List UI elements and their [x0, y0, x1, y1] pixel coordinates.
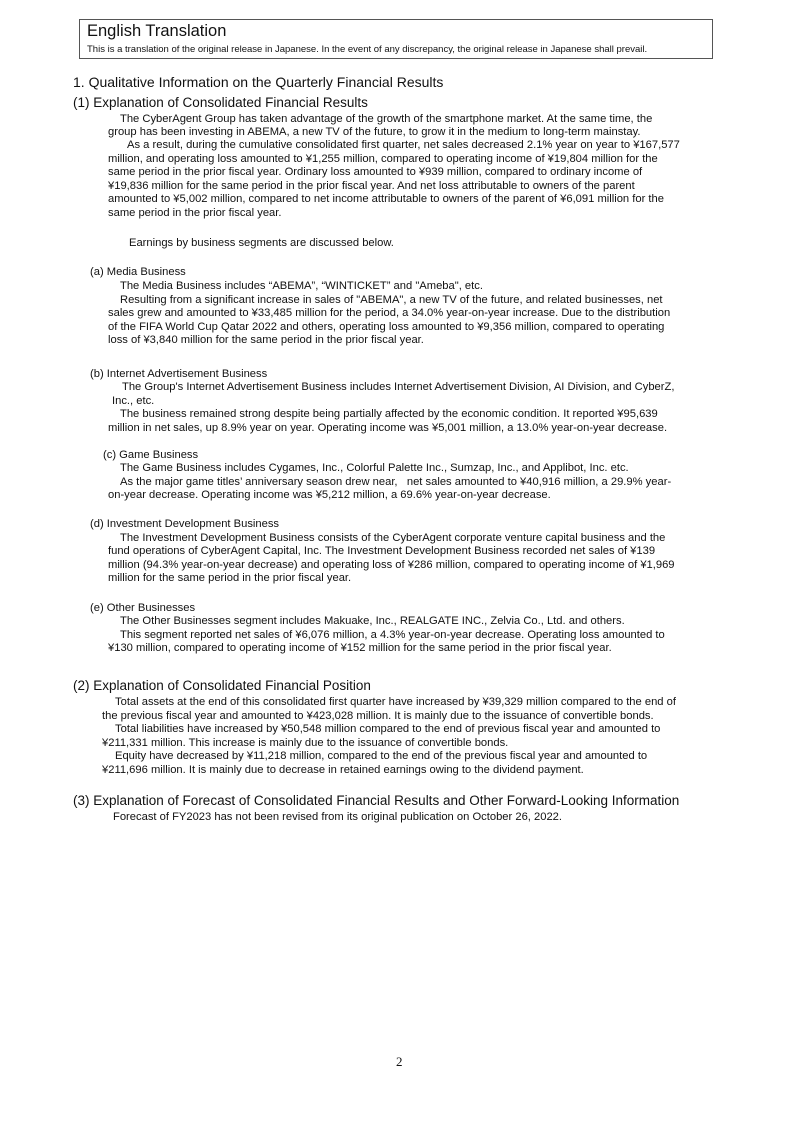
subsection-title-forecast: (3) Explanation of Forecast of Consolidated Financial Results and Other Forward-Looking Information — [73, 793, 680, 808]
paragraph-line: The Investment Development Business consists of the CyberAgent corporate venture capital business and the — [120, 532, 666, 544]
subsection-title-results: (1) Explanation of Consolidated Financial Results — [73, 95, 368, 110]
paragraph-line: loss of ¥3,840 million for the same period in the prior fiscal year. — [108, 334, 424, 346]
paragraph-line: Inc., etc. — [112, 395, 155, 407]
subsection-title-position: (2) Explanation of Consolidated Financial Position — [73, 678, 371, 693]
paragraph-line: the previous fiscal year and amounted to ¥423,028 million. It is mainly due to the issuance of convertible bonds. — [102, 710, 654, 722]
paragraph-line: fund operations of CyberAgent Capital, Inc. The Investment Development Business recorded net sales of ¥139 — [108, 545, 656, 557]
paragraph-line: The Other Businesses segment includes Makuake, Inc., REALGATE INC., Zelvia Co., Ltd. and others. — [120, 615, 625, 627]
paragraph-line: million in net sales, up 8.9% year on year. Operating income was ¥5,001 million, a 13.0% year-on-year decrease. — [108, 422, 668, 434]
banner-title: English Translation — [87, 22, 227, 40]
page-number: 2 — [396, 1054, 403, 1069]
paragraph-line: group has been investing in ABEMA, a new TV of the future, to grow it in the medium to long-term mainstay. — [108, 126, 641, 138]
paragraph-line: sales grew and amounted to ¥33,485 million for the period, a 34.0% year-on-year increase. Due to the distribution — [108, 307, 671, 319]
paragraph-line: amounted to ¥5,002 million, compared to net income attributable to owners of the parent of ¥6,091 million for the — [108, 193, 664, 205]
paragraph-line: million for the same period in the prior fiscal year. — [108, 572, 352, 584]
paragraph-line: million, and operating loss amounted to ¥1,255 million, compared to operating income of ¥19,804 million for the — [108, 153, 658, 165]
paragraph-line: Resulting from a significant increase in sales of "ABEMA", a new TV of the future, and related businesses, net — [120, 294, 663, 306]
translation-banner — [79, 19, 713, 59]
paragraph-line: The business remained strong despite being partially affected by the economic condition. It reported ¥95,639 — [120, 408, 658, 420]
paragraph-line: As a result, during the cumulative consolidated first quarter, net sales decreased 2.1% year on year to ¥167,577 — [127, 139, 680, 151]
paragraph-line: Forecast of FY2023 has not been revised from its original publication on October 26, 2022. — [113, 811, 563, 823]
paragraph-line: on-year decrease. Operating income was ¥5,212 million, a 69.6% year-on-year decrease. — [108, 489, 551, 501]
paragraph-line: same period in the prior fiscal year. — [108, 207, 282, 219]
paragraph-line: This segment reported net sales of ¥6,076 million, a 4.3% year-on-year decrease. Operating loss amounted to — [120, 629, 665, 641]
segment-title-investment: (d) Investment Development Business — [90, 518, 280, 530]
paragraph-line: ¥211,331 million. This increase is mainly due to the issuance of convertible bonds. — [102, 737, 509, 749]
paragraph-line: ¥211,696 million. It is mainly due to decrease in retained earnings owing to the dividend payment. — [102, 764, 584, 776]
paragraph-line: The CyberAgent Group has taken advantage of the growth of the smartphone market. At the same time, the — [120, 113, 653, 125]
paragraph-line: Total assets at the end of this consolidated first quarter have increased by ¥39,329 million compared to the end of — [115, 696, 676, 708]
segment-title-game: (c) Game Business — [103, 449, 199, 461]
banner-note: This is a translation of the original release in Japanese. In the event of any discrepancy, the original release in Japanese shall prevail. — [87, 44, 648, 55]
paragraph-line: The Media Business includes “ABEMA”, “WINTICKET” and "Ameba", etc. — [120, 280, 483, 292]
paragraph-line: The Game Business includes Cygames, Inc., Colorful Palette Inc., Sumzap, Inc., and Applibot, Inc. etc. — [120, 462, 629, 474]
section-title: 1. Qualitative Information on the Quarterly Financial Results — [73, 74, 444, 90]
paragraph-line: of the FIFA World Cup Qatar 2022 and others, operating loss amounted to ¥9,356 million, compared to operating — [108, 321, 665, 333]
paragraph-line: ¥19,836 million for the same period in the prior fiscal year. And net loss attributable to owners of the parent — [108, 180, 635, 192]
paragraph-line: Equity have decreased by ¥11,218 million, compared to the end of the previous fiscal year and amounted to — [115, 750, 648, 762]
paragraph-line: ¥130 million, compared to operating income of ¥152 million for the same period in the prior fiscal year. — [108, 642, 612, 654]
paragraph-line: million (94.3% year-on-year decrease) and operating loss of ¥286 million, compared to operating income of ¥1,969 — [108, 559, 675, 571]
segments-intro: Earnings by business segments are discussed below. — [129, 237, 394, 249]
paragraph-line: Total liabilities have increased by ¥50,548 million compared to the end of previous fiscal year and amounted to — [115, 723, 661, 735]
segment-title-other: (e) Other Businesses — [90, 602, 196, 614]
paragraph-line: same period in the prior fiscal year. Ordinary loss amounted to ¥939 million, compared to ordinary income of — [108, 166, 643, 178]
segment-title-media: (a) Media Business — [90, 266, 186, 278]
paragraph-line: The Group's Internet Advertisement Business includes Internet Advertisement Division, AI Division, and CyberZ, — [122, 381, 675, 393]
paragraph-line: As the major game titles’ anniversary season drew near, net sales amounted to ¥40,916 million, a 29.9% year- — [120, 476, 672, 488]
segment-title-internet-ad: (b) Internet Advertisement Business — [90, 368, 268, 380]
